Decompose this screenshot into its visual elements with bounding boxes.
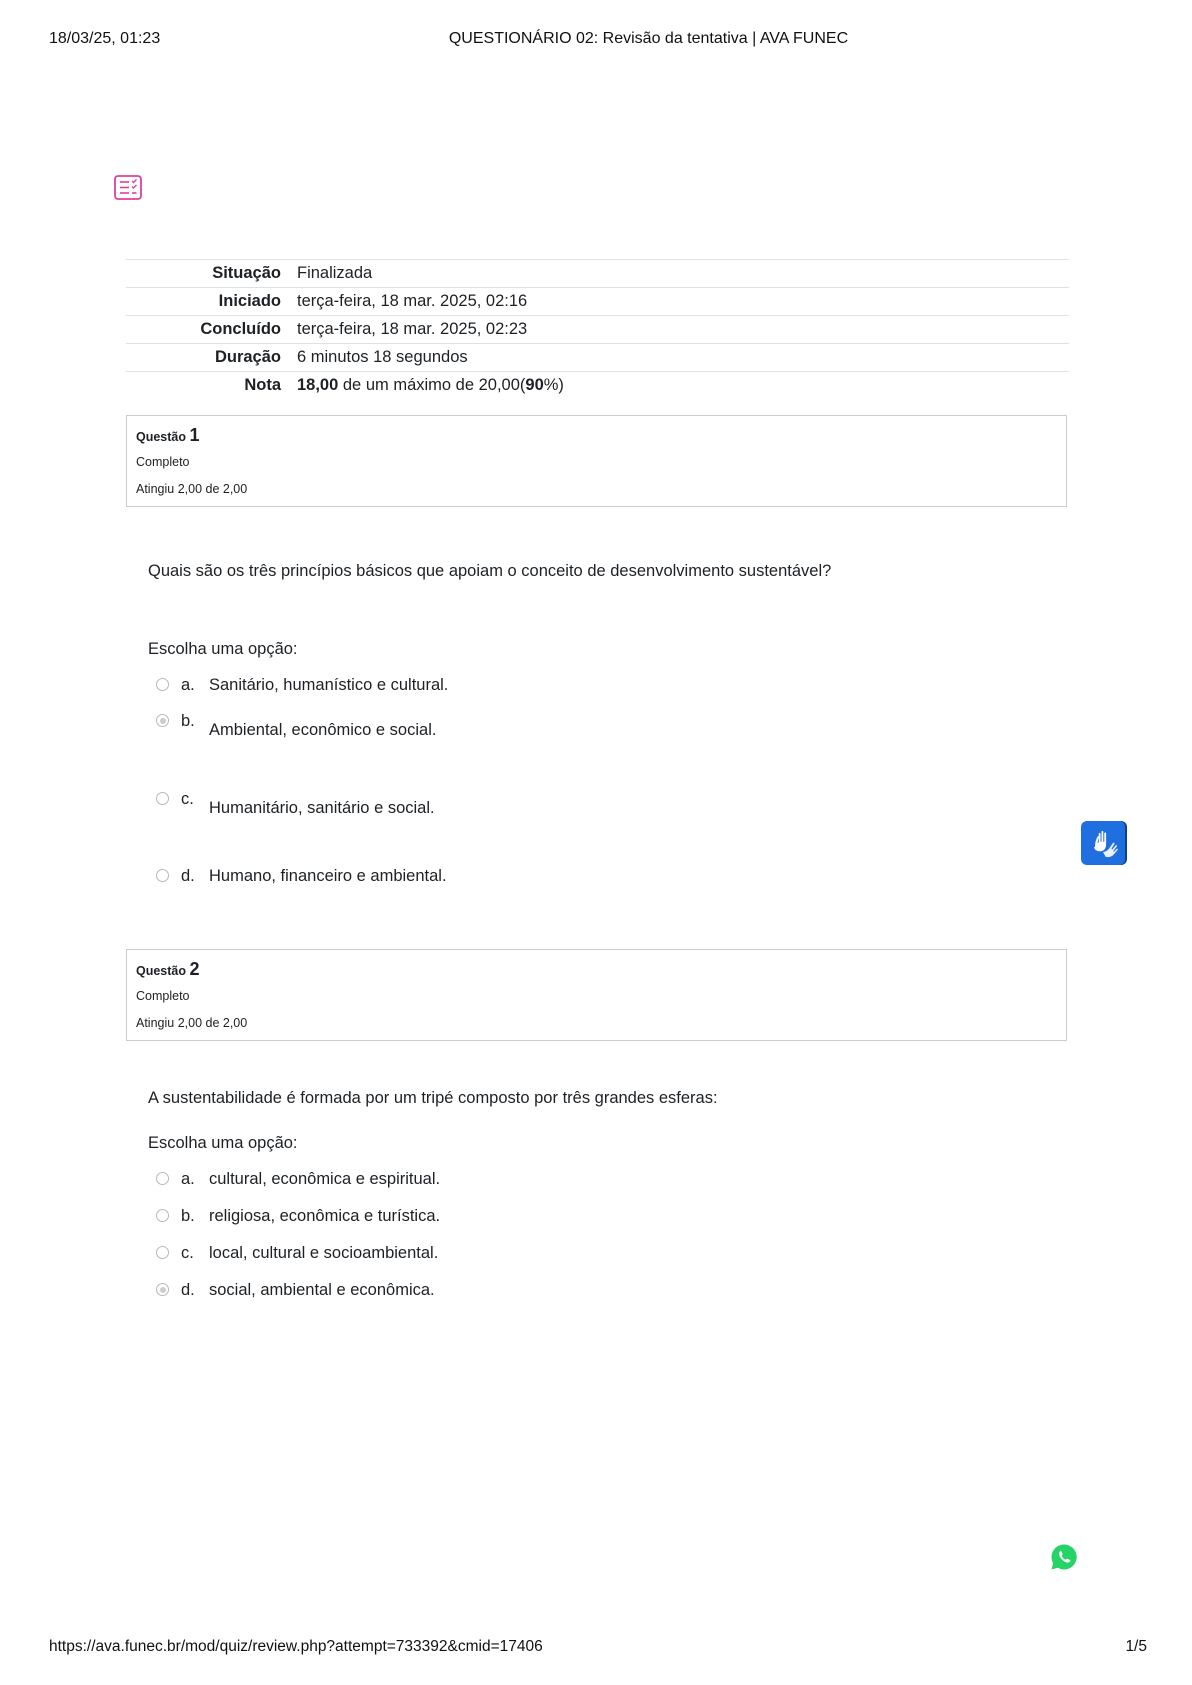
whatsapp-button[interactable] — [1050, 1543, 1078, 1571]
answer-radio[interactable] — [156, 1209, 169, 1222]
answer-letter: d. — [181, 1281, 195, 1299]
answer-text: Humanitário, sanitário e social. — [209, 799, 435, 817]
question-text: A sustentabilidade é formada por um tripé composto por três grandes esferas: — [148, 1089, 718, 1107]
question-text: Quais são os três princípios básicos que apoiam o conceito de desenvolvimento sustentável? — [148, 562, 832, 580]
summary-label: Situação — [212, 263, 281, 282]
question-info-2 — [126, 949, 1067, 1041]
summary-value: terça-feira, 18 mar. 2025, 02:23 — [297, 319, 528, 338]
answer-radio[interactable] — [156, 869, 169, 882]
print-page-number: 1/5 — [1125, 1638, 1147, 1655]
question-number-value: 2 — [189, 959, 200, 979]
answer-text: Sanitário, humanístico e cultural. — [209, 676, 449, 694]
answer-letter: c. — [181, 790, 194, 808]
summary-label: Duração — [214, 347, 281, 366]
summary-value: 6 minutos 18 segundos — [297, 347, 468, 366]
answer-letter: a. — [181, 676, 195, 694]
question-prefix: Questão — [136, 964, 187, 978]
summary-value: terça-feira, 18 mar. 2025, 02:16 — [297, 291, 528, 310]
attempt-summary-table — [126, 259, 1069, 399]
answer-letter: b. — [181, 712, 195, 730]
answer-radio-checked[interactable] — [156, 714, 169, 727]
question-info-1 — [126, 415, 1067, 507]
summary-row-situacao — [126, 260, 1069, 288]
answer-text: local, cultural e socioambiental. — [209, 1244, 439, 1262]
summary-label: Concluído — [200, 319, 281, 338]
answer-text: religiosa, econômica e turística. — [209, 1207, 441, 1225]
grade-label: Nota — [244, 375, 281, 394]
grade-percent-suffix: %) — [543, 375, 564, 394]
grade-value — [297, 372, 1069, 400]
quiz-navigation-icon[interactable] — [114, 175, 142, 200]
answer-letter: c. — [181, 1244, 194, 1262]
answer-radio[interactable] — [156, 1172, 169, 1185]
list-check-icon — [114, 175, 142, 200]
answer-text: Humano, financeiro e ambiental. — [209, 867, 447, 885]
print-page-title: QUESTIONÁRIO 02: Revisão da tentativa | AVA FUNEC — [448, 30, 849, 47]
question-state: Completo — [136, 989, 190, 1003]
question-number — [136, 959, 1057, 980]
question-state: Completo — [136, 455, 190, 469]
answer-letter: d. — [181, 867, 195, 885]
answer-text: Ambiental, econômico e social. — [209, 721, 437, 739]
print-header — [49, 30, 1143, 52]
question-prefix: Questão — [136, 430, 187, 444]
print-url: https://ava.funec.br/mod/quiz/review.php?attempt=733392&cmid=17406 — [49, 1638, 543, 1655]
answer-text: cultural, econômica e espiritual. — [209, 1170, 441, 1188]
question-number-value: 1 — [189, 425, 200, 445]
answer-radio[interactable] — [156, 678, 169, 691]
whatsapp-icon — [1050, 1543, 1078, 1571]
grade-percent: 90 — [525, 375, 544, 394]
accessibility-button[interactable] — [1081, 821, 1125, 865]
grade-max-text: de um máximo de 20,00( — [338, 375, 526, 394]
summary-row-concluido — [126, 316, 1069, 344]
question-grade: Atingiu 2,00 de 2,00 — [136, 482, 248, 496]
grade-score: 18,00 — [297, 375, 339, 394]
answer-letter: a. — [181, 1170, 195, 1188]
summary-row-iniciado — [126, 288, 1069, 316]
print-date: 18/03/25, 01:23 — [49, 30, 161, 47]
answer-text: social, ambiental e econômica. — [209, 1281, 435, 1299]
summary-label: Iniciado — [218, 291, 281, 310]
question-number — [136, 425, 1057, 446]
question-grade: Atingiu 2,00 de 2,00 — [136, 1016, 248, 1030]
vlibras-hands-icon — [1081, 821, 1125, 865]
summary-row-nota — [126, 372, 1069, 400]
answer-prompt: Escolha uma opção: — [148, 640, 298, 658]
answer-radio-checked[interactable] — [156, 1283, 169, 1296]
answer-radio[interactable] — [156, 792, 169, 805]
answer-letter: b. — [181, 1207, 195, 1225]
answer-prompt: Escolha uma opção: — [148, 1134, 298, 1152]
summary-row-duracao — [126, 344, 1069, 372]
answer-radio[interactable] — [156, 1246, 169, 1259]
summary-value: Finalizada — [297, 263, 373, 282]
